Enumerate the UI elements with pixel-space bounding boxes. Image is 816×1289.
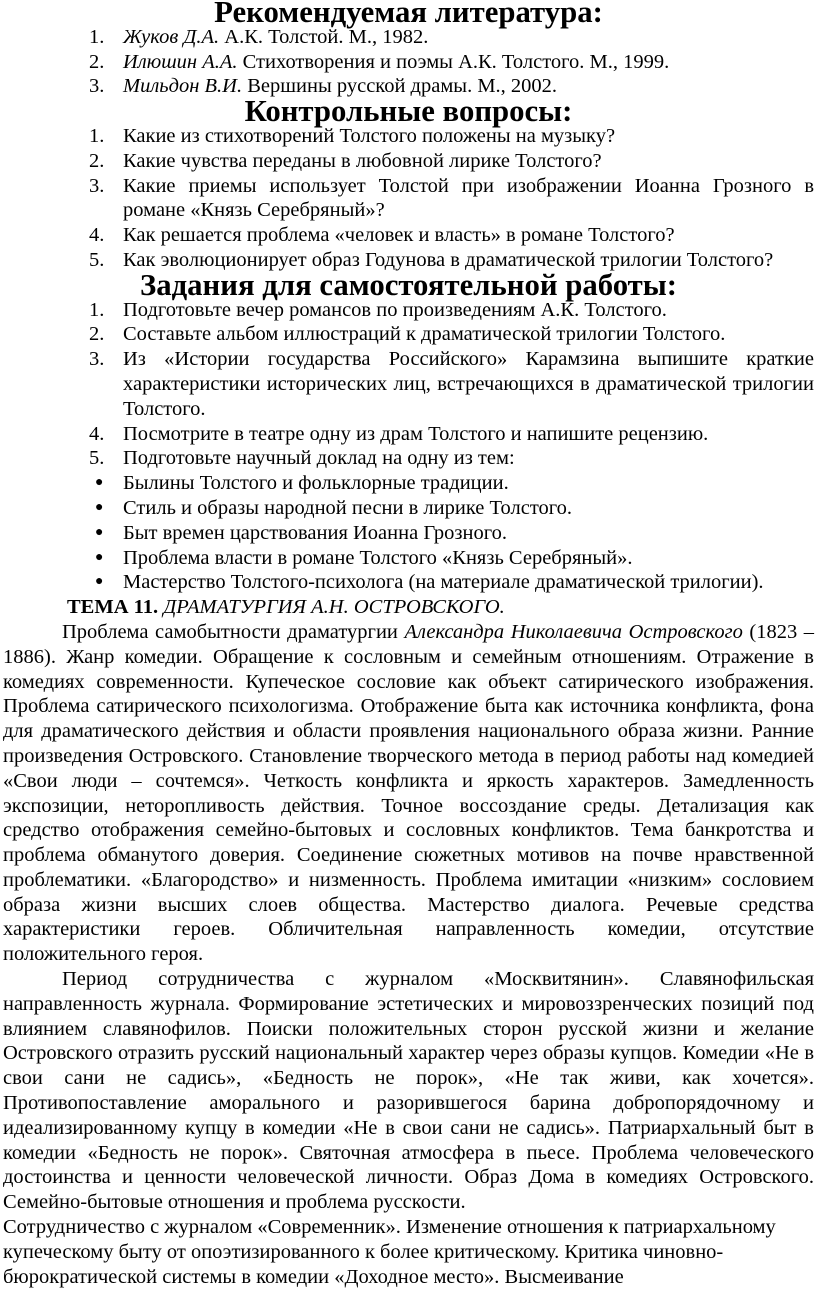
literature-text: [123, 25, 814, 50]
literature-text: [123, 50, 814, 75]
list-number: 2.: [89, 50, 105, 73]
bullet-item: [3, 496, 814, 521]
list-number: 4.: [89, 422, 105, 445]
tasks-heading: Задания для самостоятельной работы:: [139, 267, 678, 302]
list-number: 4.: [89, 224, 105, 247]
task-item: [3, 422, 814, 447]
question-item: [3, 174, 814, 224]
bullet-icon: ●: [95, 524, 104, 540]
question-text: Какие приемы использует Толстой при изображении Иоанна Грозного в романе «Князь Серебряный»?: [123, 174, 814, 222]
task-item: [3, 347, 814, 421]
question-text: Как эволюционирует образ Годунова в драматической трилогии Толстого?: [123, 248, 774, 271]
report-topics-list: [3, 471, 814, 595]
bullet-item: [3, 521, 814, 546]
task-item: [3, 446, 814, 471]
literature-item: [3, 25, 814, 50]
paragraph-1: [3, 620, 814, 967]
list-number: 3.: [89, 174, 105, 197]
bullet-icon: ●: [95, 574, 104, 590]
question-text: Как решается проблема «человек и власть» в романе Толстого?: [123, 224, 675, 247]
paragraph-text: Проблема самобытности драматургии: [62, 620, 405, 643]
bullet-item: [3, 471, 814, 496]
task-text: Подготовьте научный доклад на одну из тем:: [123, 447, 515, 470]
book-title: Вершины русской драмы. М., 2002.: [242, 75, 558, 98]
question-item: [3, 223, 814, 248]
paragraph-2: Период сотрудничества с журналом «Москвитянин». Славянофильская направленность журнала. Формирование эстетических и мировоззренческих позиций под влиянием славянофилов. Поиски положительных сторон русской жизни и желание Островского отразить русский национальный характер через образы купцов. Комедии «Не в свои сани не садись», «Бедность не порок», «Не так живи, как хочется». Противопоставление аморального и разорившегося барина добропорядочному и идеализированному купцу в комедии «Не в свои сани не садись». Патриархальный быт в комедии «Бедность не порок». Святочная атмосфера в пьесе. Проблема человеческого достоинства и ценности человеческой личности. Образ Дома в комедиях Островского. Семейно-бытовые отношения и проблема русскости.: [3, 968, 814, 1214]
task-text: Посмотрите в театре одну из драм Толстого и напишите рецензию.: [123, 422, 709, 445]
task-item: [3, 298, 814, 323]
bullet-item: [3, 570, 814, 595]
list-number: 2.: [89, 149, 105, 172]
task-text: Подготовьте вечер романсов по произведениям А.К. Толстого.: [123, 298, 667, 321]
paragraph-3: Сотрудничество с журналом «Современник». Изменение отношения к патриархальному купеческому быту от опоэтизированного к более критическому. Критика чиновно-бюрократической системы в комедии «Доходное место». Высмеивание: [3, 1216, 776, 1288]
task-item: [3, 322, 814, 347]
list-number: 3.: [89, 75, 105, 98]
task-text: Составьте альбом иллюстраций к драматической трилогии Толстого.: [123, 323, 726, 346]
author-name: Мильдон В.И.: [123, 75, 243, 98]
question-item: [3, 124, 814, 149]
list-number: 5.: [89, 447, 105, 470]
list-number: 1.: [89, 25, 105, 48]
playwright-name: Александра Николаевича Островского: [404, 620, 743, 643]
bullet-icon: ●: [95, 499, 104, 515]
bullet-icon: ●: [95, 549, 104, 565]
task-text: Из «Истории государства Российского» Карамзина выпишите краткие характеристики исторических лиц, встречающихся в драматической трилогии Толстого.: [123, 348, 814, 420]
questions-list: [3, 124, 814, 273]
book-title: А.К. Толстой. М., 1982.: [219, 25, 429, 48]
list-number: 2.: [89, 323, 105, 346]
list-number: 1.: [89, 298, 105, 321]
author-name: Илюшин А.А.: [123, 50, 238, 73]
bullet-text: Былины Толстого и фольклорные традиции.: [123, 472, 509, 495]
topic-title: ДРАМАТУРГИЯ А.Н. ОСТРОВСКОГО.: [163, 596, 505, 619]
topic-heading: [3, 595, 814, 620]
bullet-item: [3, 546, 814, 571]
literature-list: [3, 25, 814, 99]
topic-label: ТЕМА 11.: [67, 596, 159, 619]
bullet-icon: ●: [95, 475, 104, 491]
list-number: 5.: [89, 248, 105, 271]
question-item: [3, 149, 814, 174]
bullet-text: Мастерство Толстого-психолога (на материале драматической трилогии).: [123, 571, 764, 594]
tasks-list: [3, 298, 814, 472]
questions-heading: Контрольные вопросы:: [244, 94, 573, 129]
bullet-text: Быт времен царствования Иоанна Грозного.: [123, 521, 507, 544]
author-name: Жуков Д.А.: [123, 25, 220, 48]
literature-item: [3, 50, 814, 75]
bullet-text: Стиль и образы народной песни в лирике Толстого.: [123, 496, 573, 519]
question-text: Какие из стихотворений Толстого положены на музыку?: [123, 124, 616, 147]
bullet-text: Проблема власти в романе Толстого «Князь Серебряный».: [123, 546, 633, 569]
list-number: 3.: [89, 348, 105, 371]
question-text: Какие чувства переданы в любовной лирике Толстого?: [123, 149, 602, 172]
book-title: Стихотворения и поэмы А.К. Толстого. М., 1999.: [237, 50, 670, 73]
list-number: 1.: [89, 124, 105, 147]
literature-heading: Рекомендуемая литература:: [214, 0, 603, 29]
paragraph-text: (1823 – 1886). Жанр комедии. Обращение к сословным и семейным отношениям. Отражение в комедиях современности. Купеческое сословие как объект сатирического изображения. Проблема сатирического психологизма. Отображение быта как источника конфликта, фона для драматического действия и области проявления национального образа жизни. Ранние произведения Островского. Становление творческого метода в период работы над комедией «Свои люди – сочтемся». Четкость конфликта и яркость характеров. Замедленность экспозиции, неторопливость действия. Точное воссоздание среды. Детализация как средство отображения семейно-бытовых и сословных конфликтов. Тема банкротства и проблема обманутого доверия. Соединение сюжетных мотивов на почве нравственной проблематики. «Благородство» и низменность. Проблема имитации «низким» сословием образа жизни высших слоев общества. Мастерство диалога. Речевые средства характеристики героев. Обличительная направленность комедии, отсутствие положительного героя.: [3, 620, 814, 966]
